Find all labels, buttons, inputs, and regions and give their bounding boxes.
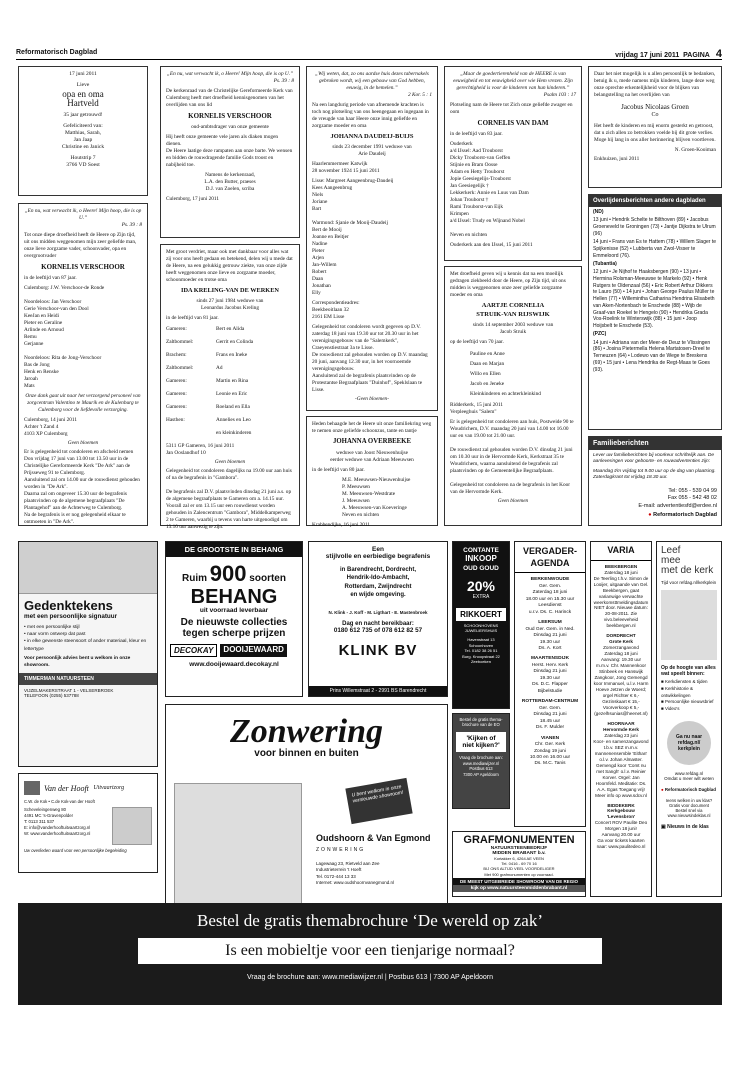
house-image	[174, 783, 302, 911]
notice-intro: Met droefheid geven wij u kennis dat na een moeilijk gedragen ziekbeeld door de Heere, op Zijn tijd, uit ons midden is weggenomen onze zeer geliefde zorgzame moeder en oma	[450, 271, 566, 298]
notice-no-flowers: Geen bloemen	[497, 498, 529, 505]
notice-groen-dankbetuiging	[588, 66, 722, 188]
family-row	[166, 378, 294, 385]
notice-age: in de leeftijd van 87 jaar.	[24, 275, 77, 282]
family-names: Martin en Rina	[216, 378, 249, 385]
ad-item: in elke gewenste steensoort of ander materiaal, kleur en lettertype	[24, 639, 147, 652]
banner-line-2: Is een mobieltje voor een tienjarige normaal?	[138, 938, 602, 964]
stone-image	[19, 542, 157, 594]
notice-quote: „Wij weten, dat, zo ons aardse huis dezes tabernakels gebroken wordt, wij een gebouw van God hebben, eeuwig, in de hemelen.”	[315, 71, 429, 91]
notice-body-2: Het heeft de kinderen en mij enorm gesterkt en getroost, dat u zich allen zo betrokken voelde bij dit grote verlies. Moge hij lang in ons aller herinnering blijven voortleven.	[594, 123, 716, 144]
agenda-item	[515, 577, 585, 616]
ad-vergaderagenda	[514, 541, 586, 827]
ad-line: tegen scherpe prijzen	[182, 628, 286, 639]
family-names: Annelies en Leo	[216, 417, 251, 424]
notice-intro: Na een langdurig periode van afnemende krachten is toch nog plotseling van ons heengegaan en ingegaan in de vreugde van haar Heere onze innig geliefde en zorgzame moeder en oma	[312, 101, 429, 129]
agenda-body: Ger. Gem. Zaterdag 18 juni 18.00 uur en 15.30 uur Leesdienst u.r.v. Ds. C. Harinck	[525, 583, 575, 615]
familie-contact	[588, 466, 722, 526]
ad-number: 900	[209, 561, 247, 586]
page-label: PAGINA	[683, 52, 710, 59]
ad-title: GRAFMONUMENTEN	[463, 834, 575, 846]
notice-age: op de leeftijd van 70 jaar.	[450, 339, 504, 346]
ad-item: met een persoonlijke stijl	[27, 625, 80, 630]
ad-company: TIMMERMAN NATUURSTEEN	[19, 673, 157, 685]
ad-brand: DECOKAY	[170, 644, 217, 657]
family-row	[166, 365, 294, 372]
notice-place: Krabbendijke, 16 juni 2011	[312, 521, 371, 528]
notice-dates: sinds 23 december 1991 weduwe van Arie Daudeij	[332, 144, 412, 158]
ad-company: Oudshoorn & Van Egmond	[316, 833, 431, 843]
agenda-item	[515, 699, 585, 731]
ad-title: Leef mee met de kerk	[661, 545, 714, 576]
family-names: Gerrit en Colinda	[216, 339, 254, 346]
agenda-body: Oud Ger. Gem. in Ned. Dinsdag 21 juni 19.30 uur Ds. A. Kort	[525, 626, 575, 651]
notice-quote: „En nu, wat verwacht ik, o Heere! Mijn hoop, die is op U.”	[24, 208, 142, 221]
notice-place: Culemborg, 14 juni 2011 Achter 't Zand 4 4103 XP Culemborg	[24, 416, 77, 437]
ad-url[interactable]: www.dooijewaard.decokay.nl	[189, 661, 279, 668]
overlijdens-section-tubantia: (Tubantia)	[593, 260, 617, 267]
varia-body: Zaterdag 23 juni Koor- en samenzangavond t.b.v. SEZ m.m.v. mannenensemble 'Eithan' o.l.v. Johan Almaster. Gemengd koor 'Comt nu met Sangh' o.l.v. Reinier Korver. Orgel: Jan Hoornfeld. Meditatie: Ds. A.A. Egas Toegang vrij! Meer info op www.sdcv.nl	[593, 732, 649, 798]
rd-logo-icon: ●	[661, 786, 664, 792]
ad-banner: DE GROOTSTE IN BEHANG	[166, 542, 302, 557]
notice-ida-kreling	[160, 244, 300, 530]
ad-van-der-hooft[interactable]	[18, 773, 158, 873]
varia-item	[593, 803, 649, 851]
varia-item	[593, 721, 649, 799]
ad-item: naar vorm ontwerp dat past	[27, 632, 86, 638]
notice-place: Ridderkerk, 15 juni 2011 Verpleeghuis "Salem"	[450, 402, 504, 416]
notice-no-flowers: Geen bloemen	[214, 459, 246, 465]
family-row	[166, 404, 294, 411]
deceased-name: KORNELIS VERSCHOOR	[41, 262, 125, 271]
ad-gedenktekens[interactable]: Gedenktekens met een persoonlijke signatuur • met een persoonlijke stijl • naar vorm ontwerp dat past • in elke gewenste steensoort of ander materiaal, kleur en lettertype Voor persoonlijk advies bent u welkom in onze showroom. TIMMERMAN NATUURSTEEN VIJZELMAKERSTRAAT 1 - VELSERBROEK TELEFOON (0255) 537788	[18, 541, 158, 767]
ad-t1: CONTANTE	[463, 547, 499, 554]
notice-names: opa en oma Hartveld	[62, 88, 104, 109]
notice-kerkenraad	[160, 66, 300, 238]
ad-brand: KLINK BV	[338, 641, 418, 659]
ad-subtitle: Vraag de brochure aan: www.mediawijzer.nl Postbus 613 7300 AP Apeldoorn	[459, 755, 503, 778]
notice-ref: 2 Kor. 5 : 1	[408, 91, 432, 98]
deceased-name: KORNELIS VERSCHOOR	[188, 111, 272, 120]
page-header	[16, 46, 722, 60]
notice-ref: Ps. 39 : 8	[121, 221, 142, 228]
rd-logo-icon: ●	[648, 512, 652, 519]
notice-opa-oma-hartveld	[18, 66, 148, 196]
ad-url[interactable]: kijk op www.natuursteenmiddenbrabant.nl	[453, 885, 585, 892]
ad-title: Zonwering	[229, 713, 384, 750]
notice-years: 35 jaar getrouwd!	[63, 112, 103, 119]
family-place: Gameren:	[166, 404, 187, 411]
familie-brand: Reformatorisch Dagblad	[653, 512, 717, 519]
notice-cornelis-van-dam	[444, 66, 582, 261]
ad-zonwering[interactable]	[165, 704, 448, 918]
familieberichten-title: Familieberichten	[589, 437, 721, 450]
ad-bottom-text: Ieens welken in uw klas? Gratis voor document Bestel snel via www.nieuwsindeklas.nl	[665, 797, 713, 818]
notice-ref: Psalm 103 : 17	[543, 91, 576, 98]
notice-intro: Heden behaagde het de Heere uit onze familiekring weg te nemen onze geliefde schoonzus, tante en tantje	[312, 421, 432, 434]
ad-subtitle: voor binnen en buiten	[254, 748, 359, 759]
ad-list-item: Persoonlijke nieuwsbrief	[664, 699, 714, 705]
family-place: Gameren:	[166, 378, 187, 385]
notice-age: in de leeftijd van 83 jaar.	[450, 131, 503, 138]
logo-icon	[24, 781, 40, 795]
agenda-list	[515, 573, 585, 768]
ad-subtitle: SCHOONHOVENS JUWELIERSHUIS	[463, 623, 499, 633]
family-row	[166, 391, 294, 398]
ad-circle-badge[interactable]: Ga nu naar refdag.nl/ kerkplein	[667, 721, 711, 765]
ad-places: in Barendrecht, Dordrecht, Hendrik-Ido-Ambacht, Rotterdam, Zwijndrecht en wijde omgeving.	[339, 567, 416, 599]
deceased-name: CORNELIS VAN DAM	[477, 118, 549, 127]
deceased-name: JOHANNA OVERBEEKE	[333, 437, 411, 445]
notice-body: Er is gelegenheid tot condoleren en afscheid nemen Don vrijdag 17 juni van 13.00 tot 13.50 uur in de Christelijke Gereformeerde Kerk "De Ark" aan de Prijsseweg 91 te Culemborg. Aansluitend zal om 14.00 uur de rouwdienst gehouden worden in "De Ark". Daarna zal om ongeveer 15.30 uur de begrafenis plaatsvinden op de algemene begraafplaats "De Plantagehof" aan de Achterweg te Culemborg. Na de begrafenis is er nog gelegenheid elkaar te ontmoeten in "De Ark".	[24, 448, 140, 525]
agenda-place: MAARTENSDIJK	[530, 656, 570, 662]
ad-tagline: Uw overlieden waard voor een persoonlijke begeleiding	[24, 848, 127, 853]
agenda-place: LEERSUM	[538, 620, 562, 626]
varia-item	[593, 564, 649, 630]
ad-varia	[590, 541, 652, 897]
varia-place: DORDRECHT Grote Kerk	[606, 633, 636, 645]
ad-t2: INKOOP	[465, 554, 497, 563]
ad-brand: RIKKOERT	[456, 608, 506, 621]
varia-title: VARIA	[591, 542, 651, 561]
banner-line-3[interactable]: Vraag de brochure aan: www.mediawijzer.nl | Postbus 613 | 7300 AP Apeldoorn	[246, 974, 494, 981]
notice-place: Enkhuizen, juni 2011	[594, 156, 640, 163]
ad-behang[interactable]	[165, 541, 303, 697]
ad-ruim: Ruim	[182, 573, 208, 584]
notice-dates: weduwe van Joost Nieuwenhuijse eerder weduwe van Adriaan Meeuwsen	[330, 449, 414, 463]
familie-email[interactable]: E-mail: advertentiesfd@erdee.nl	[638, 502, 717, 509]
notice-intro: Plotseling nam de Heere tot Zich onze geliefde zwager en oom	[450, 101, 573, 115]
ad-mediawijzer-banner[interactable]	[18, 903, 722, 1005]
notice-family	[166, 326, 294, 437]
notice-body: Gelegenheid tot condoleren dagelijks na 19.00 uur aan huis of na de begrafenis in "Gambora". De begrafenis zal D.V. plaatsvinden dinsdag 21 juni a.s. op de algemene begraafplaats te Gameren om a. 14.15 uur. Voorall zal er om 13.15 uur een rouwdienst worden gehouden in Zalencentrum "Gambora", Middelkamperweg 2 te Gameren, waarbij u tevens van harte uitgenodigd om 13.10 uur aanwezig te zijn.	[166, 467, 292, 530]
ad-subtitle: Tijd voor refdag.nl/kerkplein	[661, 580, 717, 585]
notice-body: Daar het niet mogelijk is u allen persoonlijk te bedanken, betuig ik u, mede namens mijn kinderen, lange deze weg onze oprechte erkentelijkheid voor de blijken van belangstelling na het overlijden van	[594, 71, 716, 98]
notice-family: Culemborg: J.W. Verschoor-de Ronde Noordeloos: Jan Verschoor Gerie Verschoor-van den Dool KeeJan en Heidi Pieter en Geraline Arlinde en Arnoud Remu Gerjanne Noordeloos: Rita de Jong-Verschoor Bas de Jong Henk en Renske Jaroah Mats	[24, 285, 105, 389]
header-date	[615, 48, 722, 60]
family-names: Frans en Ineke	[216, 352, 248, 359]
varia-body: Zomerzangavond Zaterdag 18 juni Aanvang: 19.30 uur m.m.v. Chr. Mannenkoor Stinbeek en Hanswijk Zangkoor, Jong Gemengd koor Immanuel, u.l.v. Harm Hoeve Jetzen de Woerd; orgel Richter € 6,- Gezinskaart € 15,- Voorverkoop € 5,- (gezelhsunias@heenet.nl)	[593, 645, 649, 716]
varia-list	[591, 561, 651, 858]
ad-subtitle: NATUURSTEENBEDRIJF MIDDEN BRABANT b.v.	[490, 846, 548, 856]
notice-family: M.E. Meeuwsen-Nieuwenhuijse P. Meeuwsen M. Meeuwsen-Westdrate J. Meeuwsen A. Meeuwsen-van Koeveringe Neven en nichten	[342, 476, 411, 518]
notice-johanna-daudeij	[306, 66, 438, 411]
ad-list-item: Kerkhistorie & ontwikkelingen	[661, 685, 693, 698]
overlijdens-title: Overlijdensberichten andere dagbladen	[589, 195, 721, 207]
notice-johanna-overbeeke	[306, 416, 438, 526]
notice-family: Lisse: Margreet Aangeenbrug-Daudeij Kees Aangeenbrug Niels Joriane Bart Warmond: Sjanie de Mooij-Daudeij Bert de Mooij Joanne en Beitjer Nadine Pieter Arjen Jan-Willem Robert Daan Jonathan Elly	[312, 178, 394, 297]
notice-aartje-struik	[444, 266, 582, 526]
notice-age: in de leeftijd van 80 jaar.	[312, 466, 365, 473]
agenda-body: Herst. Herv. Kerk Dinsdag 21 juni 19.30 uur Ds. D.C. Flapper Bijbelstudie	[531, 662, 569, 694]
ad-line: uit voorraad leverbaar	[199, 607, 269, 614]
notice-body: Hij heeft onze gemeente vele jaren als diaken mogen dienen. De Heere laatige deze rampaten aan onze barte. We wensen en bidden de rouwdragende familie Gods troost en nabijheid toe.	[166, 134, 293, 169]
ad-subtitle: met een persoonlijke signatuur	[24, 613, 118, 620]
date-text: vrijdag 17 juni 2011	[615, 52, 680, 59]
agenda-item	[515, 736, 585, 768]
ad-title: Een stijlvolle en eerbiedige begrafenis	[325, 546, 431, 560]
ad-note: Voor persoonlijk advies bent u welkom in onze showroom.	[24, 655, 131, 668]
overlijdens-entry: 13 juni • Hendrik Schelte te Bilthoven (89) • Jacobus Groeneveld te Groningen (73) • Jantje Dijkstra te Ulrum (96)	[593, 217, 716, 237]
familie-fax: Fax 055 - 542 48 02	[667, 495, 717, 502]
ad-title: Bestel de gratis thema-brochure van de EO	[459, 717, 503, 727]
notice-body: Gelegenheid tot condoleren wordt gegeven op D.V. zaterdag 18 juni van 19.30 uur tot 20.30 uur in het verenigingsgebouw van de "Salemkerk", Craeyenstiestraat 3a te Lisse. De rouwdienst zal gehouden worden op D.V. maandag 20 juni, aanvang 12.30 uur, in het voornoemde verenigingsgebouw. Aansluitend zal de begrafenis plaatsvinden op de Protestantse Begraafplaats "Duinhof", Speklslaan te Lisse.	[312, 324, 428, 393]
church-image	[661, 590, 717, 660]
ad-address: Lagewaag 23, Rietveld aan Zee Industrieterrein 't Hoeft Tel. 0172-444 13 33 Internet: www.oudshoornvanegmond.nl	[316, 861, 395, 885]
notice-date: 17 juni 2011	[69, 71, 97, 77]
deceased-name: AARTJE CORNELIA STRUIK-VAN RIJSWIJK	[476, 301, 550, 318]
family-names: Bert en Alida	[216, 326, 245, 333]
nieuws-logo-icon: ▣	[661, 823, 666, 830]
notice-quote: „En nu, wat verwacht ik, o Heere! Mijn hoop, die is op U.”	[166, 71, 294, 77]
notice-intro: Tot onze diepe droefheid heeft de Heere op Zijn tijd, uit ons midden weggenomen mijn zeer geliefde man, onze lieve zorgzame vader, schoonvader, opa en overgrootvader	[24, 231, 137, 259]
family-names: Ad	[216, 365, 223, 372]
family-row	[166, 352, 294, 359]
familieberichten-times: Maandag t/m vrijdag tot 9.00 uur op de dag van plaatsing. Zaterdagkrant tot vrijdag 18.30 uur.	[593, 468, 716, 481]
notice-no-flowers: Geen bloemen	[67, 439, 99, 446]
family-place: Brachem:	[166, 352, 187, 359]
notice-age: in de leeftijd van 81 jaar.	[166, 315, 219, 322]
notice-quote: „Maar de goedertierenheid van de HEERE is van eeuwigheid en tot eeuwigheid over wie Hem vrezen. Zijn gerechtigheid is voor de kinderen van hun kinderen.”	[453, 71, 573, 91]
family-place: Zaltbommel:	[166, 339, 194, 346]
ad-phone[interactable]: 0180 612 735 of 078 612 82 57	[333, 626, 423, 634]
family-place: Hasthen:	[166, 417, 185, 424]
ad-address: Scheveleingenweg 80 4491 MC 's-Gravenpolder T: 0113 311 537 E: info@vanderhooftuitvaartzorg.nl W: www.vanderhooftuitvaartzorg.nl	[24, 807, 91, 837]
family-row	[166, 339, 294, 346]
family-place: Gameren:	[166, 391, 187, 398]
ad-percent: 20%	[466, 578, 496, 594]
family-row	[166, 326, 294, 333]
varia-body: Zaterdag 18 juni De Teerling t.h.v. Simon de Looijer, uitgaande van Gel. Beekbergen, gaat varianwige verwachte weerkomsttmeldingsdatum NIET door. Nieuwe datum: 20-08-2011. Zie vivo.beleeveheid beekbergen.nl	[593, 569, 649, 629]
ad-list-item: Kerkdiensten & tijden	[664, 679, 708, 684]
overlijdens-section-pzc: (PZC)	[593, 331, 607, 338]
notice-dates: sinds 14 september 2003 weduwe van Jacob Struik	[472, 322, 554, 336]
ad-behang-word: BEHANG	[190, 586, 278, 608]
family-names: Leonie en Eric	[216, 391, 248, 398]
ad-quote: 'Kijken of niet kijken?'	[456, 732, 506, 752]
notice-place: Culemborg, 17 juni 2011	[166, 196, 219, 203]
familie-tel[interactable]: Tel: 055 - 539 04 99	[668, 488, 717, 494]
ad-rikkoert[interactable]	[452, 541, 510, 709]
notice-address: Correspondentieadres: Beekbeoitlaan 32 2161 EM Lisse	[312, 300, 360, 321]
ad-kijken[interactable]	[452, 713, 510, 809]
ad-title: Van der Hooft	[44, 783, 89, 793]
ad-lines: Kortakker 6, 4264 AE VEEN Tel. 0416 - 69 70 16 BIJ ONS ALTIJD VEEL VOORDELIGER Met 900 grafmonumenten op voorraad.	[483, 856, 555, 877]
notice-family: Pauline en Anne Daan en Marjan Willo en Ellen Jacob en Jeneke Kleinkinderen en achterkleinkind	[470, 351, 541, 398]
family-place: Zaltbommel:	[166, 365, 194, 372]
deceased-name: Jacobus Nicolaas Groen	[621, 102, 689, 111]
agenda-body: Ger. Gem. Dinsdag 21 juni 18.45 uur Ds. F. Mulder	[533, 705, 567, 731]
ad-names: N. Klink - J. Koff - M. Ligthart - E. Mastenbroek	[328, 609, 428, 615]
banner-line-1: Bestel de gratis themabrochure ‘De wereld op zak’	[197, 911, 543, 930]
ad-brand-2: DOOIJEWAARD	[220, 644, 286, 657]
ad-t3: OUD GOUD	[463, 565, 499, 572]
varia-place: BIDDEKERK Kerkgebouw 'Levensbron'	[606, 802, 636, 820]
notice-place: 5311 GP Gameren, 16 juni 2011 Jan Ooslandhof 10	[166, 443, 235, 457]
deceased-name: IDA KRELING-VAN DE WERKEN	[181, 286, 279, 294]
notice-kornelis-verschoor	[18, 203, 148, 526]
ad-leef-mee[interactable]: Leef mee met de kerk Tijd voor refdag.nl/kerkplein Op de hoogte van alles wat speelt binnen: ■ Kerkdiensten & tijden ■ Kerkhistorie & ontwikkelingen ■ Persoonlijke nieuwsbrief ■ Video's Ga nu naar refdag.nl/ kerkplein www.refdag.nl Omdat u meer wilt weten ● Reformatorisch Dagblad Ieens welken in uw klas? Gratis voor document Bestel snel via www.nieuwsindeklas.nl ▣ Nieuws in de klas	[656, 541, 722, 897]
ad-title-2: Uitvaartzorg	[93, 785, 125, 791]
ad-tag: ZONWERING	[316, 847, 366, 853]
notice-signature: Namens de kerkenraad, L.A. den Butter, praeses D.J. van Zoelen, scriba	[204, 172, 256, 193]
notice-body: Er is gelegenheid tot condoleren aan huis, Postweide 90 te Woudrichem, D.V. maandag 20 juni van 14.00 tot 16.00 uur en van 19.00 tot 21.00 uur. De rouwdienst zal gehouden worden D.V. dinsdag 21 juni om 10.30 uur in de Hervormde Kerk, Kerkstraat 35 te Woudrichem, waarna aansluitend de begrafenis zal plaatsvinden op de Gemeentelijke Begraafplaats. Gelegenheid tot condoleren na de begrafenis in het Koor van de Hervormde Kerk.	[450, 419, 574, 496]
notice-no-flowers: -Geen bloemen-	[355, 395, 389, 402]
publication-name: Reformatorisch Dagblad	[16, 49, 98, 56]
notice-signature: N. Groen-Kooiman	[674, 147, 716, 154]
family-names: en kleinkinderen	[216, 430, 252, 437]
notice-intro: De kerkenraad van de Christelijke Gereformeerde Kerk van Culemborg heeft met droefheid kennisgenomen van het overlijden van ons lid	[166, 87, 293, 108]
agenda-title: VERGADER- AGENDA	[515, 542, 585, 573]
varia-place: BEEKBERGEN	[604, 563, 638, 569]
overlijdens-panel	[588, 194, 722, 430]
deceased-nickname: Co	[651, 112, 659, 119]
ad-address: Prins Willemstraat 2 - 2991 BS Barendrecht	[309, 686, 447, 696]
ad-klink[interactable]	[308, 541, 448, 697]
overlijdens-entry: 14 juni • Adriana van der Meer-de Deuz te Vlissingen (86) • Josina Pietermella Helena Martatosen-Dreel te Terneuzen (64) • Lodewo van de Wege te Breskens (69) • 15 juni • Lena Hendrika de Regt-Maas te Goes (93).	[593, 339, 711, 373]
family-place	[166, 430, 216, 437]
agenda-place: VIANEN	[540, 735, 560, 741]
notice-closing: Onze dank gaat uit naar het verzorgend personeel van zorgcentrum Valentino te Maurik en de Kulenburg te Culemborg voor de liefdevolle verzorging.	[25, 392, 141, 413]
agenda-item	[515, 656, 585, 695]
family-names: Roeland en Ella	[216, 404, 250, 411]
ad-title: Gedenktekens	[24, 598, 113, 613]
photo-image	[112, 807, 152, 845]
overlijdens-section-nd: (ND)	[593, 209, 604, 215]
ad-address: Havenstraat 13 Schoonhoven Tel. 0182 38 26 51 Burg. Knoopstraat 22 Zeeboeken	[462, 637, 500, 665]
varia-place: HOORNAAR Hervormde Kerk	[603, 720, 639, 732]
ad-phone-label: Dag en nacht bereikbaar:	[342, 620, 414, 627]
family-row	[166, 430, 294, 437]
ad-address: VIJZELMAKERSTRAAT 1 - VELSERBROEK TELEFOON (0255) 537788	[24, 688, 114, 699]
overlijdens-entry: 12 juni • Je Nijhof te Haaksbergen (90) • 13 juni • Hermina Rolsman-Meeuwse te Markelo (92) • Henk Rutgers te Oldenzaal (56) • Eric Robert Arthur Dikkers te Lauro (50) • 14 juni • Johan George Paulus Müller te Hellen (77) • Willemintha Catharina Hendrina Elisabeth van Aken-Nortenbach te Enschede (88) • Wijb de Graaf-van Roekel te Hengelo (90) • Hendrika Grada Vos-Roelink te Winterswijk (88) • 15 juni • Joop Hoijsbelt te Enschede (53).	[593, 269, 715, 329]
ad-list-item: Video's	[664, 706, 680, 711]
ad-line: De nieuwste collecties	[180, 617, 288, 628]
notice-dates: sinds 27 juni 1984 weduwe van Leonardus Jacobus Kreling	[196, 298, 264, 312]
ad-brand: Reformatorisch Dagblad	[664, 786, 716, 792]
ad-badge: U bent welkom in onze vernieuwde showroom!	[345, 778, 412, 824]
familieberichten-text: Lever uw familieberichten bij voorkeur schriftelijk aan. De aanleveringen voor geboorte- en rouwadvertenties zijn:	[593, 453, 715, 465]
ad-list-title: Op de hoogte van alles wat speelt binnen:	[661, 665, 716, 677]
ad-url[interactable]: www.refdag.nl Omdat u meer wilt weten	[664, 770, 714, 781]
page-number: 4	[715, 48, 722, 60]
notice-subtitle: oud-ambtsdrager van onze gemeente	[191, 124, 269, 131]
ad-soorten: soorten	[249, 573, 286, 584]
notice-family: Ouderkerk a/d IJssel: Aad Trouborst Dicky Trouborst-van Geffen Stijnie en Bram Oosse Adam en Hetty Trouborst Jopie Geesiegelijs-Trouborst Jan Geesiegelijk † Lekkerkerk: Annie en Luus van Dam Johan Trouborst † Rami Trouborst-van Eijk Krimpen a/d IJssel: Trudy en Wijnand Nobel Neven en nichten	[450, 141, 529, 238]
agenda-place: BERKENWOUDE	[530, 577, 570, 583]
family-place: Gameren:	[166, 326, 187, 333]
notice-intro: Met groot verdriet, maar ook met dankbaar voor alles wat zij voor ons heeft gedaan en betekend, delen wij u mede dat de Heere, na een gelukkig getrouw ziekte, van onze zijde heeft weggenomen onze lieve en zorgzame moeder, schoonmoeder en trotse oma	[166, 249, 293, 283]
family-row	[166, 417, 294, 424]
varia-item	[593, 633, 649, 717]
ad-grafmonumenten[interactable]	[452, 831, 586, 897]
notice-birth: Haarlemmermeer Katwijk 28 november 1924 15 juni 2011	[312, 161, 380, 175]
notice-wish: Gefeliciteerd van: Matthias, Sarah, Jan Jaap Christine en Janick	[61, 122, 105, 151]
ad-nieuws: Nieuws in de klas	[667, 823, 709, 830]
notice-address: Houtstrip 7 3766 VD Soest	[66, 154, 100, 168]
notice-salutation: Lieve	[76, 82, 90, 89]
overlijdens-entry: 14 juni • Frans van Es te Hattem (78) • Willem Slager te Spijkenisse (52) • Lubberta van Zwol-Visser te Emmeloord (76).	[593, 239, 716, 259]
notice-place: Ouderkerk aan den IJssel, 15 juni 2011	[450, 241, 533, 248]
deceased-name: JOHANNA DAUDEIJ-BUIJS	[330, 132, 414, 140]
ad-extra: EXTRA	[472, 594, 490, 600]
agenda-place: ROTTERDAM-CENTRUM	[521, 699, 579, 705]
ad-subtitle: C.W. de Kok • C.de Kok-van der Hooft	[24, 799, 95, 804]
notice-ref: Ps. 39 : 8	[273, 77, 294, 84]
agenda-body: Chr. Ger. Kerk Zondag 19 juni 10.00 en 16.00 uur Ds. M.C. Tanis	[529, 742, 571, 767]
ad-showroom: DE MEEST UITGEBREIDE SHOWROOM VAN DE REGIO	[453, 878, 585, 885]
varia-body: Concert ROV Paulite Deo Morgen 18 juni! Aanvang 20.00 uur Ga voor tickets kaarten naar: www.paulitedeo.nl	[594, 820, 648, 850]
agenda-item	[515, 620, 585, 652]
